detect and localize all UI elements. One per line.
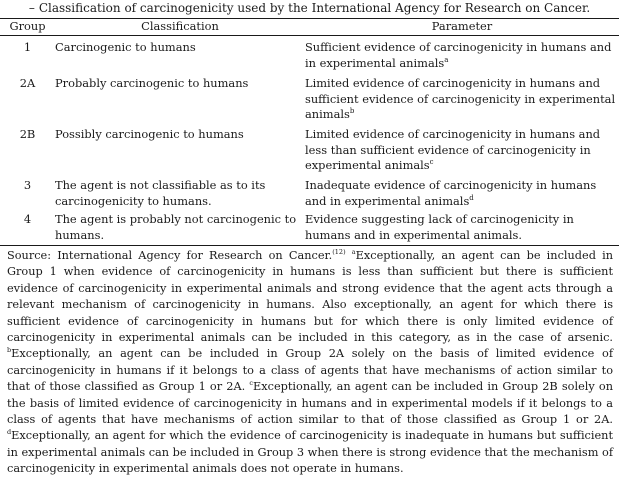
footnote-b-text: Exceptionally, an agent can be included in Group 2A solely on the basis of limited evidence of carcinogenicity in humans if it belongs to a class of agents that have mechanisms of action similar to that of those classified as Group 1 or 2A. (7, 347, 613, 394)
parameter-cell (305, 123, 619, 174)
parameter-text: Sufficient evidence of carcinogenicity in humans and in experimental animals (305, 40, 612, 70)
classification-cell: Carcinogenic to humans (55, 40, 196, 54)
parameter-text: Inadequate evidence of carcinogenicity in humans and in experimental animals (305, 178, 597, 208)
footnote-mark: d (469, 193, 474, 202)
footnote-mark: c (429, 158, 434, 167)
table-row (0, 210, 619, 246)
parameter-cell (305, 174, 619, 210)
parameter-cell (305, 36, 619, 73)
footnote-mark: b (349, 107, 355, 116)
classification-cell: The agent is probably not carcinogenic to humans. (55, 210, 305, 246)
table-caption (0, 1, 619, 15)
caption-text: Classification of carcinogenicity used by the International Agency for Research on Cancer. (38, 1, 591, 15)
header-group: Group (0, 19, 55, 36)
footnote-mark: a (444, 55, 449, 64)
parameter-text: Limited evidence of carcinogenicity in humans and sufficient evidence of carcinogenicity in experimental animals (305, 76, 616, 122)
footnote-a-text: Exceptionally, an agent can be included in Group 1 when evidence of carcinogenicity in humans is less than sufficient but there is sufficient evidence of carcinogenicity in experimental animals and strong evidence that the agent acts through a relevant mechanism of carcinogenicity in humans. Also exceptionally, an agent for which there is sufficient evidence of carcinogenicity in humans but for which there is only limited evidence of carcinogenicity in experimental animals can be included in this category, as in the case of arsenic. (7, 249, 613, 345)
table-row (0, 72, 619, 123)
footnote-mark: b (7, 346, 12, 355)
group-cell: 4 (0, 210, 55, 246)
classification-cell: Possibly carcinogenic to humans (55, 127, 244, 141)
footnote-mark: d (7, 428, 12, 437)
header-classification: Classification (55, 19, 305, 36)
source-text: Source: International Agency for Research on Cancer. (7, 249, 333, 262)
footnote-mark: a (351, 248, 356, 257)
header-parameter: Parameter (305, 19, 619, 36)
classification-cell: Probably carcinogenic to humans (55, 76, 249, 90)
classification-table (0, 18, 619, 246)
group-cell: 2B (19, 127, 36, 141)
header-row (0, 19, 619, 36)
group-cell: 1 (23, 40, 32, 54)
table-row (0, 123, 619, 174)
parameter-text: Evidence suggesting lack of carcinogenicity in humans and in experimental animals. (305, 212, 574, 242)
reference-mark: (12) (332, 248, 346, 257)
footnote-c-text: Exceptionally, an agent can be included in Group 2B solely on the basis of limited evidence of carcinogenicity in humans and in experimental models if it belongs to a class of agents that have mechanisms of action similar to that of those classified as Group 1 or 2A. (7, 380, 613, 427)
parameter-text: Limited evidence of carcinogenicity in humans and less than sufficient evidence of carcinogenicity in experimental animals (305, 127, 601, 173)
classification-cell: The agent is not classifiable as to its carcinogenicity to humans. (55, 178, 266, 208)
parameter-cell (305, 72, 619, 123)
caption-dash: – (28, 1, 35, 15)
table-row (0, 36, 619, 73)
parameter-cell (305, 210, 619, 246)
group-cell: 2A (19, 76, 36, 90)
footnote-d-text: Exceptionally, an agent for which the evidence of carcinogenicity is inadequate in humans but sufficient in experimental animals can be included in Group 3 when there is strong evidence that the mechanism of carcinogenicity in experimental animals does not operate in humans. (7, 429, 613, 476)
table-row (0, 174, 619, 210)
footnote-mark: c (249, 379, 253, 388)
group-cell: 3 (23, 178, 32, 192)
table-footnotes (7, 248, 613, 478)
